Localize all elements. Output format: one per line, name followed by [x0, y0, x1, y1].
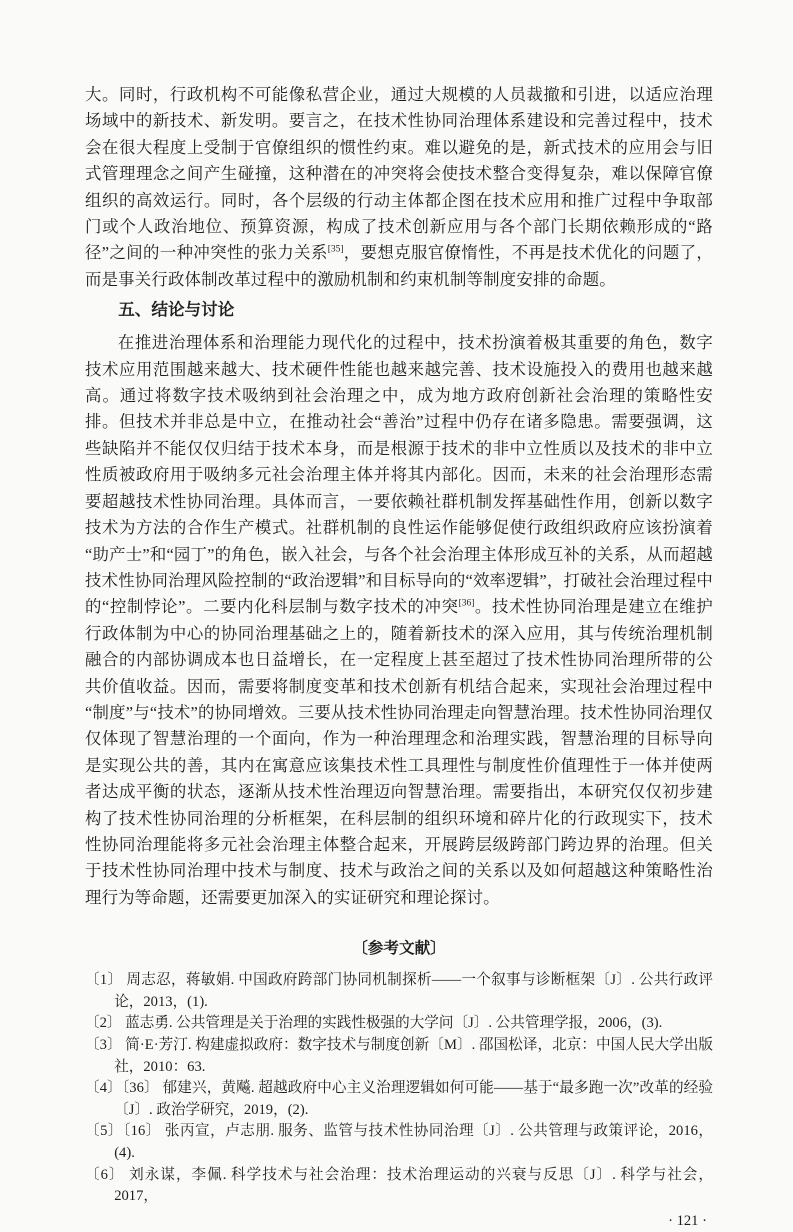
section-heading-conclusion: 五、结论与讨论	[118, 300, 235, 320]
reference-entry-3: 〔3〕 简·E·芳汀. 构建虚拟政府：数字技术与制度创新〔M〕. 邵国松译，北京：中国人民大学出版社，2010：63.	[85, 1036, 713, 1075]
paragraph-conclusion	[85, 330, 713, 911]
paragraph-text: ，要想克服官僚惰性，不再是技术优化的问题了，而是事关行政体制改革过程中的激励机制和约束机制等制度安排的命题。	[85, 243, 713, 289]
reference-entry-5: 〔5〕〔16〕 张丙宣，卢志朋. 服务、监管与技术性协同治理〔J〕. 公共管理与政策评论，2016，(4).	[85, 1123, 713, 1161]
reference-entry-6: 〔6〕 刘永谋，李佩. 科学技术与社会治理：技术治理运动的兴衰与反思〔J〕. 科学与社会，2017，	[85, 1166, 713, 1205]
references-list	[85, 970, 713, 1208]
citation-superscript-35: [35]	[327, 244, 344, 255]
page-number: · 121 ·	[668, 1212, 707, 1229]
paragraph-text: 大。同时，行政机构不可能像私营企业，通过大规模的人员裁撤和引进，以适应治理场域中的新技术、新发明。要言之，在技术性协同治理体系建设和完善过程中，技术会在很大程度上受制于官僚组织的惯性约束。难以避免的是，新式技术的应用会与旧式管理理念之间产生碰撞，这种潜在的冲突将会使技术整合变得复杂，难以保障官僚组织的高效运行。同时，各个层级的行动主体都企图在技术应用和推广过程中争取部门或个人政治地位、预算资源，构成了技术创新应用与各个部门长期依赖形成的“路径”之间的一种冲突性的张力关系	[85, 85, 713, 263]
reference-entry-1: 〔1〕 周志忍，蒋敏娟. 中国政府跨部门协同机制探析——一个叙事与诊断框架〔J〕. 公共行政评论，2013，(1).	[85, 972, 713, 1010]
paragraph-continuation	[85, 82, 713, 293]
references-heading: 〔参考文献〕	[352, 940, 446, 958]
page-content	[85, 82, 713, 1232]
paragraph-text: 。技术性协同治理是建立在维护行政体制为中心的协同治理基础之上的，随着新技术的深入应用，其与传统治理机制融合的内部协调成本也日益增长，在一定程度上甚至超过了技术性协同治理所带的公共价值收益。因而，需要将制度变革和技术创新有机结合起来，实现社会治理过程中“制度”与“技术”的协同增效。三要从技术性协同治理走向智慧治理。技术性协同治理仅仅体现了智慧治理的一个面向，作为一种治理理念和治理实践，智慧治理的目标导向是实现公共的善，其内在寓意应该集技术性工具理性与制度性价值理性于一体并使两者达成平衡的状态，逐渐从技术性治理迈向智慧治理。需要指出，本研究仅仅初步建构了技术性协同治理的分析框架，在科层制的组织环境和碎片化的行政现实下，技术性协同治理能将多元社会治理主体整合起来，开展跨层级跨部门跨边界的治理。但关于技术性协同治理中技术与制度、技术与政治之间的关系以及如何超越这种策略性治理行为等命题，还需要更加深入的实证研究和理论探讨。	[85, 597, 713, 907]
paragraph-text: 在推进治理体系和治理能力现代化的过程中，技术扮演着极其重要的角色，数字技术应用范围越来越大、技术硬件性能也越来越完善、技术设施投入的费用也越来越高。通过将数字技术吸纳到社会治理之中，成为地方政府创新社会治理的策略性安排。但技术并非总是中立，在推动社会“善治”过程中仍存在诸多隐患。需要强调，这些缺陷并不能仅仅归结于技术本身，而是根源于技术的非中立性质以及技术的非中立性质被政府用于吸纳多元社会治理主体并将其内部化。因而，未来的社会治理形态需要超越技术性协同治理。具体而言，一要依赖社群机制发挥基础性作用，创新以数字技术为方法的合作生产模式。社群机制的良性运作能够促使行政组织政府应该扮演着“助产士”和“园丁”的角色，嵌入社会，与各个社会治理主体形成互补的关系，从而超越技术性协同治理风险控制的“政治逻辑”和目标导向的“效率逻辑”，打破社会治理过程中的“控制悖论”。二要内化科层制与数字技术的冲突	[85, 333, 713, 617]
reference-entry-2: 〔2〕 蓝志勇. 公共管理是关于治理的实践性极强的大学问〔J〕. 公共管理学报，2006，(3).	[85, 1015, 663, 1032]
reference-entry-4: 〔4〕〔36〕 郁建兴，黄飚. 超越政府中心主义治理逻辑如何可能——基于“最多跑一次”改革的经验〔J〕. 政治学研究，2019，(2).	[85, 1080, 713, 1118]
citation-superscript-36: [36]	[458, 598, 475, 609]
